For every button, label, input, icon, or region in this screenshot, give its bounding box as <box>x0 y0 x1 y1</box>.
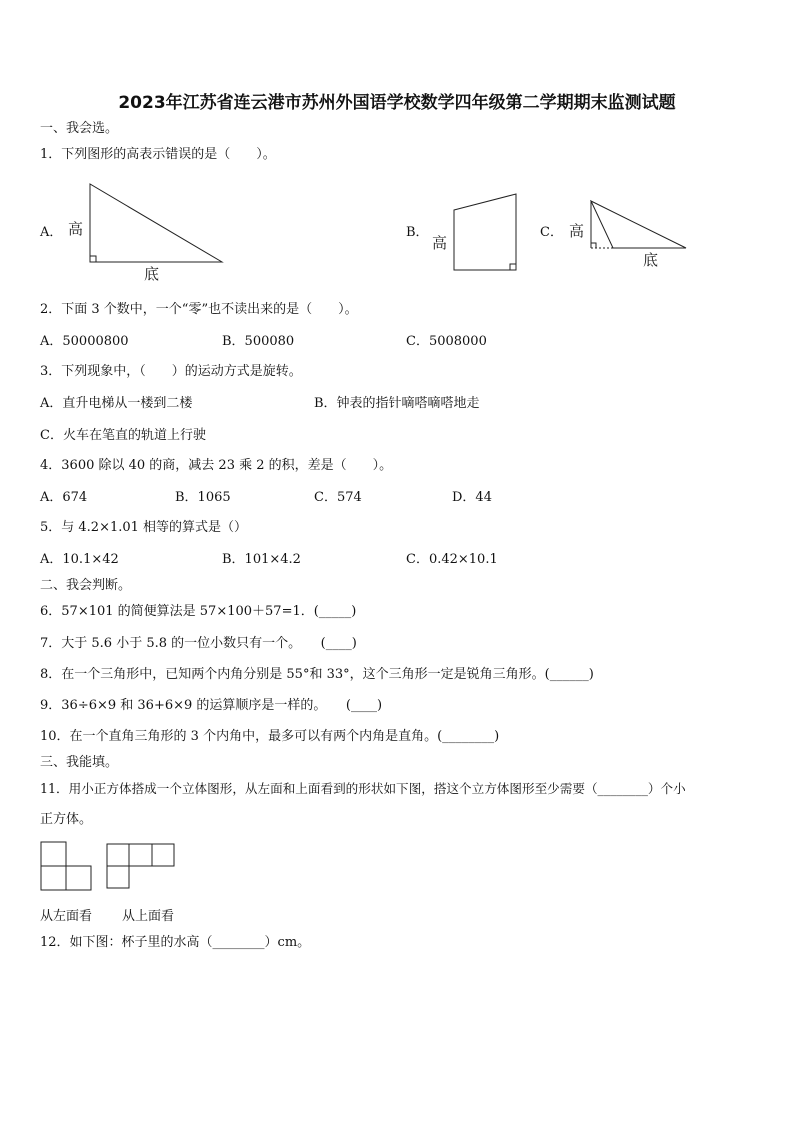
q2-option-a: A．50000800 <box>40 334 129 349</box>
q11-top-view <box>106 843 178 891</box>
question-12: 12．如下图：杯子里的水高（________）cm。 <box>40 935 311 950</box>
q11-top-view-label: 从上面看 <box>122 909 175 924</box>
q5-option-a: A．10.1×42 <box>40 552 119 567</box>
question-10: 10．在一个直角三角形的 3 个内角中，最多可以有两个内角是直角。(________) <box>40 729 500 744</box>
q1-figure-a <box>60 180 240 283</box>
q3-option-b: B．钟表的指针嘀嗒嘀嗒地走 <box>314 396 480 411</box>
q11-left-view-label: 从左面看 <box>40 909 93 924</box>
question-11-line-1: 11．用小正方体搭成一个立体图形，从左面和上面看到的形状如下图，搭这个立方体图形至少需要（________）个小 <box>40 781 686 796</box>
q3-option-a: A．直升电梯从一楼到二楼 <box>40 396 193 411</box>
q1-b-height-label: 高 <box>432 234 448 252</box>
q1-c-base-label: 底 <box>643 251 659 269</box>
question-8: 8．在一个三角形中，已知两个内角分别是 55°和 33°，这个三角形一定是锐角三角形。(______) <box>40 667 594 682</box>
q4-option-b: B．1065 <box>175 490 231 505</box>
q4-option-d: D．44 <box>452 490 492 505</box>
section-choice: 一、我会选。 <box>40 121 119 136</box>
q1-a-height-label: 高 <box>68 220 84 238</box>
question-4: 4．3600 除以 40 的商，减去 23 乘 2 的积，差是（ ）。 <box>40 458 393 473</box>
q1-figure-c <box>565 195 695 275</box>
question-9: 9．36÷6×9 和 36+6×9 的运算顺序是一样的。 (____) <box>40 698 383 713</box>
question-7: 7．大于 5.6 小于 5.8 的一位小数只有一个。 (____) <box>40 636 357 651</box>
question-3: 3．下列现象中，（ ）的运动方式是旋转。 <box>40 364 302 379</box>
q5-option-b: B．101×4.2 <box>222 552 301 567</box>
q11-left-view <box>40 841 94 893</box>
question-6: 6．57×101 的简便算法是 57×100＋57=1．(_____) <box>40 604 357 619</box>
q1-option-a-label: A． <box>40 225 63 240</box>
page-title: 2023年江苏省连云港市苏州外国语学校数学四年级第二学期期末监测试题 <box>118 93 676 113</box>
section-judge: 二、我会判断。 <box>40 578 132 593</box>
section-fill: 三、我能填。 <box>40 755 119 770</box>
q1-c-height-label: 高 <box>569 222 585 240</box>
q3-option-c: C．火车在笔直的轨道上行驶 <box>40 428 206 443</box>
question-1: 1．下列图形的高表示错误的是（ ）。 <box>40 147 276 162</box>
q4-option-a: A．674 <box>40 490 88 505</box>
question-11-line-2: 正方体。 <box>40 812 93 827</box>
q2-option-c: C．5008000 <box>406 334 487 349</box>
q1-option-b-label: B． <box>406 225 429 240</box>
q2-option-b: B．500080 <box>222 334 295 349</box>
question-5: 5．与 4.2×1.01 相等的算式是（） <box>40 520 248 535</box>
q4-option-c: C．574 <box>314 490 362 505</box>
q1-option-c-label: C． <box>540 225 563 240</box>
q5-option-c: C．0.42×10.1 <box>406 552 498 567</box>
q1-figure-b <box>430 190 530 274</box>
q1-a-base-label: 底 <box>144 265 160 283</box>
question-2: 2．下面 3 个数中，一个“零”也不读出来的是（ ）。 <box>40 302 358 317</box>
